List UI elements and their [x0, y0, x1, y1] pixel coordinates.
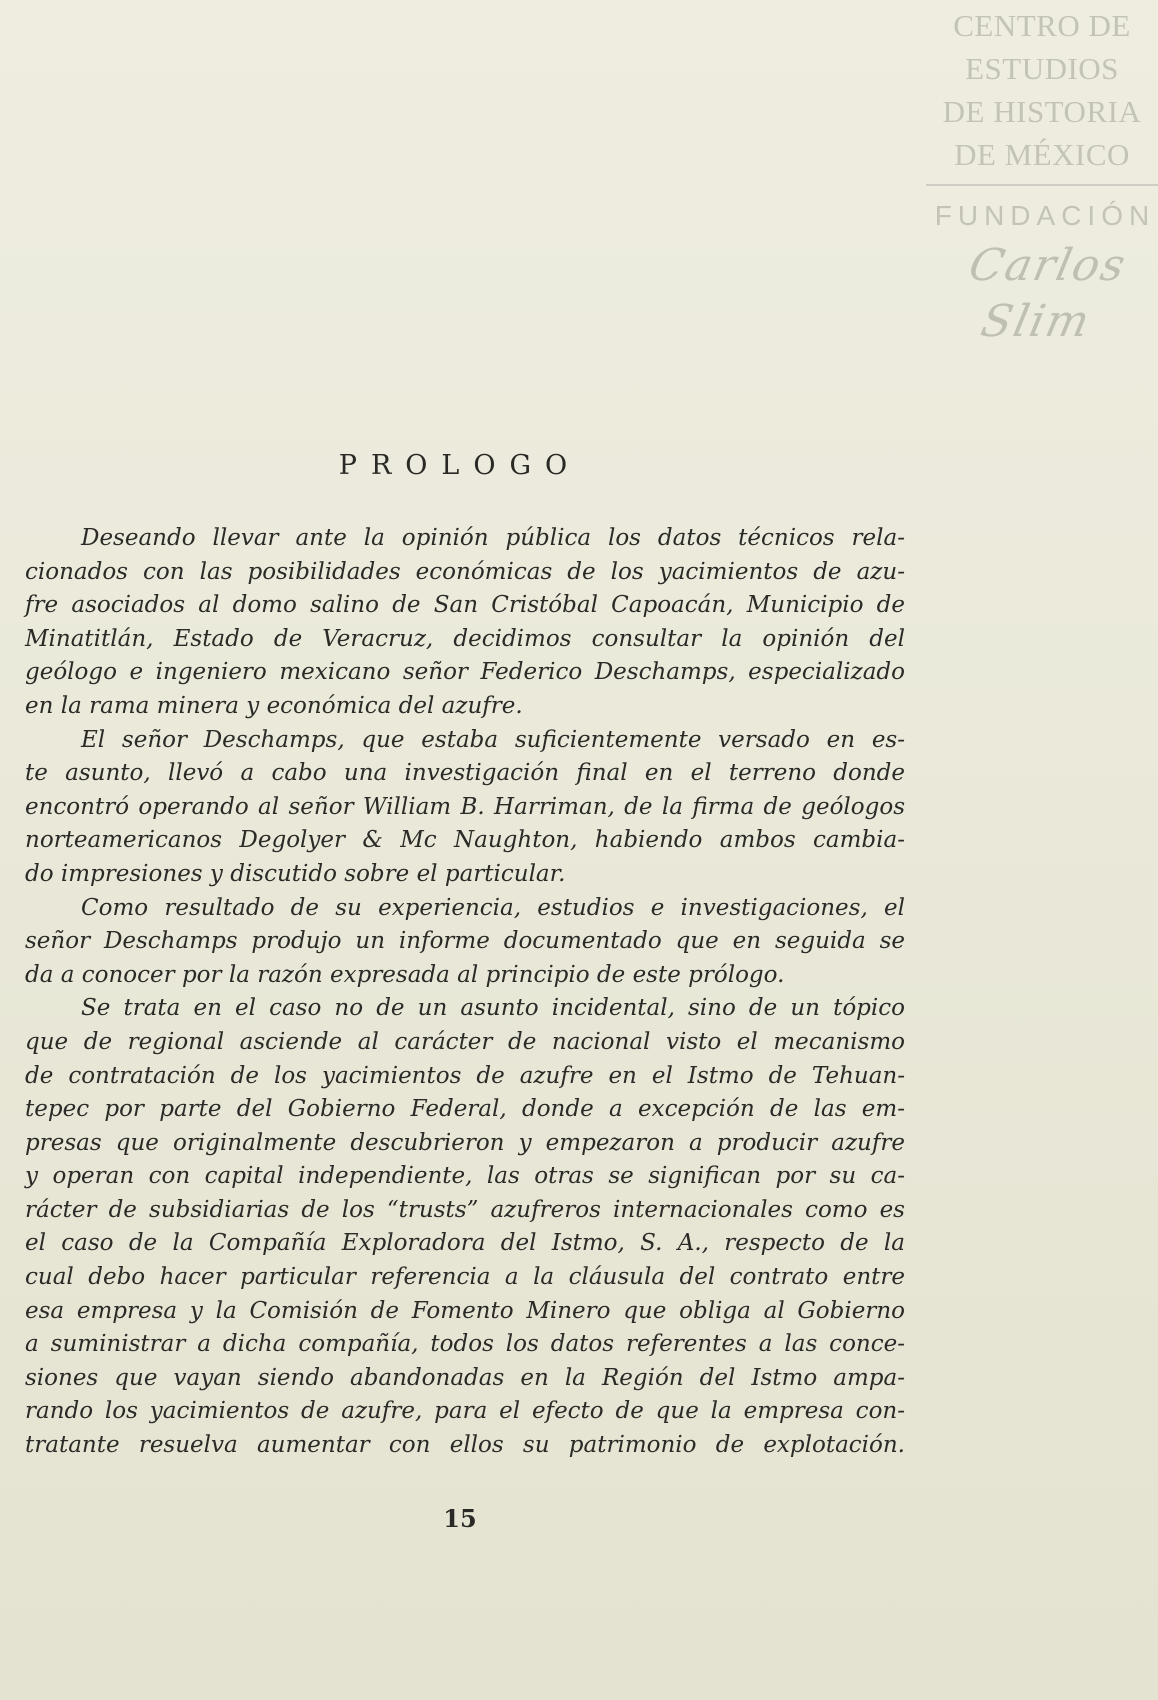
text-line: El señor Deschamps, que estaba suficientemente versado en es-: [81, 726, 905, 753]
text-line: fre asociados al domo salino de San Cristóbal Capoacán, Municipio de: [25, 592, 905, 619]
page-title: PROLOGO: [338, 450, 582, 481]
text-line: el caso de la Compañía Exploradora del Istmo, S. A., respecto de la: [25, 1230, 905, 1257]
text-line: rácter de subsidiarias de los “trusts” azufreros internacionales como es: [25, 1196, 905, 1223]
text-line: en la rama minera y económica del azufre.: [25, 692, 523, 719]
watermark-line-2: ESTUDIOS: [965, 51, 1119, 86]
watermark-line-4: DE MÉXICO: [954, 137, 1130, 172]
text-line: Como resultado de su experiencia, estudios e investigaciones, el: [81, 894, 905, 921]
text-line: geólogo e ingeniero mexicano señor Federico Deschamps, especializado: [25, 659, 905, 686]
text-line: siones que vayan siendo abandonadas en la Región del Istmo ampa-: [25, 1364, 905, 1391]
text-line: de contratación de los yacimientos de azufre en el Istmo de Tehuan-: [25, 1062, 905, 1089]
text-line: Minatitlán, Estado de Veracruz, decidimos consultar la opinión del: [25, 625, 905, 652]
text-line: norteamericanos Degolyer & Mc Naughton, habiendo ambos cambia-: [25, 827, 905, 854]
text-line: te asunto, llevó a cabo una investigación final en el terreno donde: [25, 760, 905, 787]
text-line: que de regional asciende al carácter de nacional visto el mecanismo: [25, 1028, 905, 1055]
text-line: y operan con capital independiente, las otras se significan por su ca-: [25, 1163, 905, 1190]
text-line: rando los yacimientos de azufre, para el efecto de que la empresa con-: [25, 1398, 905, 1425]
watermark-line-1: CENTRO DE: [953, 8, 1131, 43]
text-line: Se trata en el caso no de un asunto incidental, sino de un tópico: [81, 995, 905, 1022]
text-line: Deseando llevar ante la opinión pública los datos técnicos rela-: [81, 525, 905, 551]
text-line: señor Deschamps produjo un informe documentado que en seguida se: [25, 928, 905, 955]
text-line: cual debo hacer particular referencia a la cláusula del contrato entre: [25, 1264, 905, 1291]
text-line: cionados con las posibilidades económicas de los yacimientos de azu-: [25, 558, 905, 585]
watermark-signature: Carlos Slim: [964, 240, 1132, 347]
text-line: esa empresa y la Comisión de Fomento Minero que obliga al Gobierno: [25, 1297, 905, 1324]
watermark-foundation: FUNDACIÓN: [934, 200, 1156, 231]
text-line: do impresiones y discutido sobre el particular.: [25, 860, 566, 887]
text-line: tepec por parte del Gobierno Federal, donde a excepción de las em-: [25, 1096, 905, 1123]
watermark-divider: [926, 184, 1158, 186]
prologue-body: [25, 522, 905, 1463]
text-line: presas que originalmente descubrieron y empezaron a producir azufre: [25, 1129, 905, 1156]
text-line: da a conocer por la razón expresada al principio de este prólogo.: [25, 961, 785, 988]
watermark-stamp: [926, 4, 1158, 350]
watermark-line-3: DE HISTORIA: [942, 94, 1142, 129]
text-line: encontró operando al señor William B. Harriman, de la firma de geólogos: [25, 793, 905, 820]
page-number: 15: [443, 1504, 477, 1533]
text-line: a suministrar a dicha compañía, todos los datos referentes a las conce-: [25, 1331, 905, 1358]
text-line: tratante resuelva aumentar con ellos su patrimonio de explotación.: [25, 1432, 905, 1459]
